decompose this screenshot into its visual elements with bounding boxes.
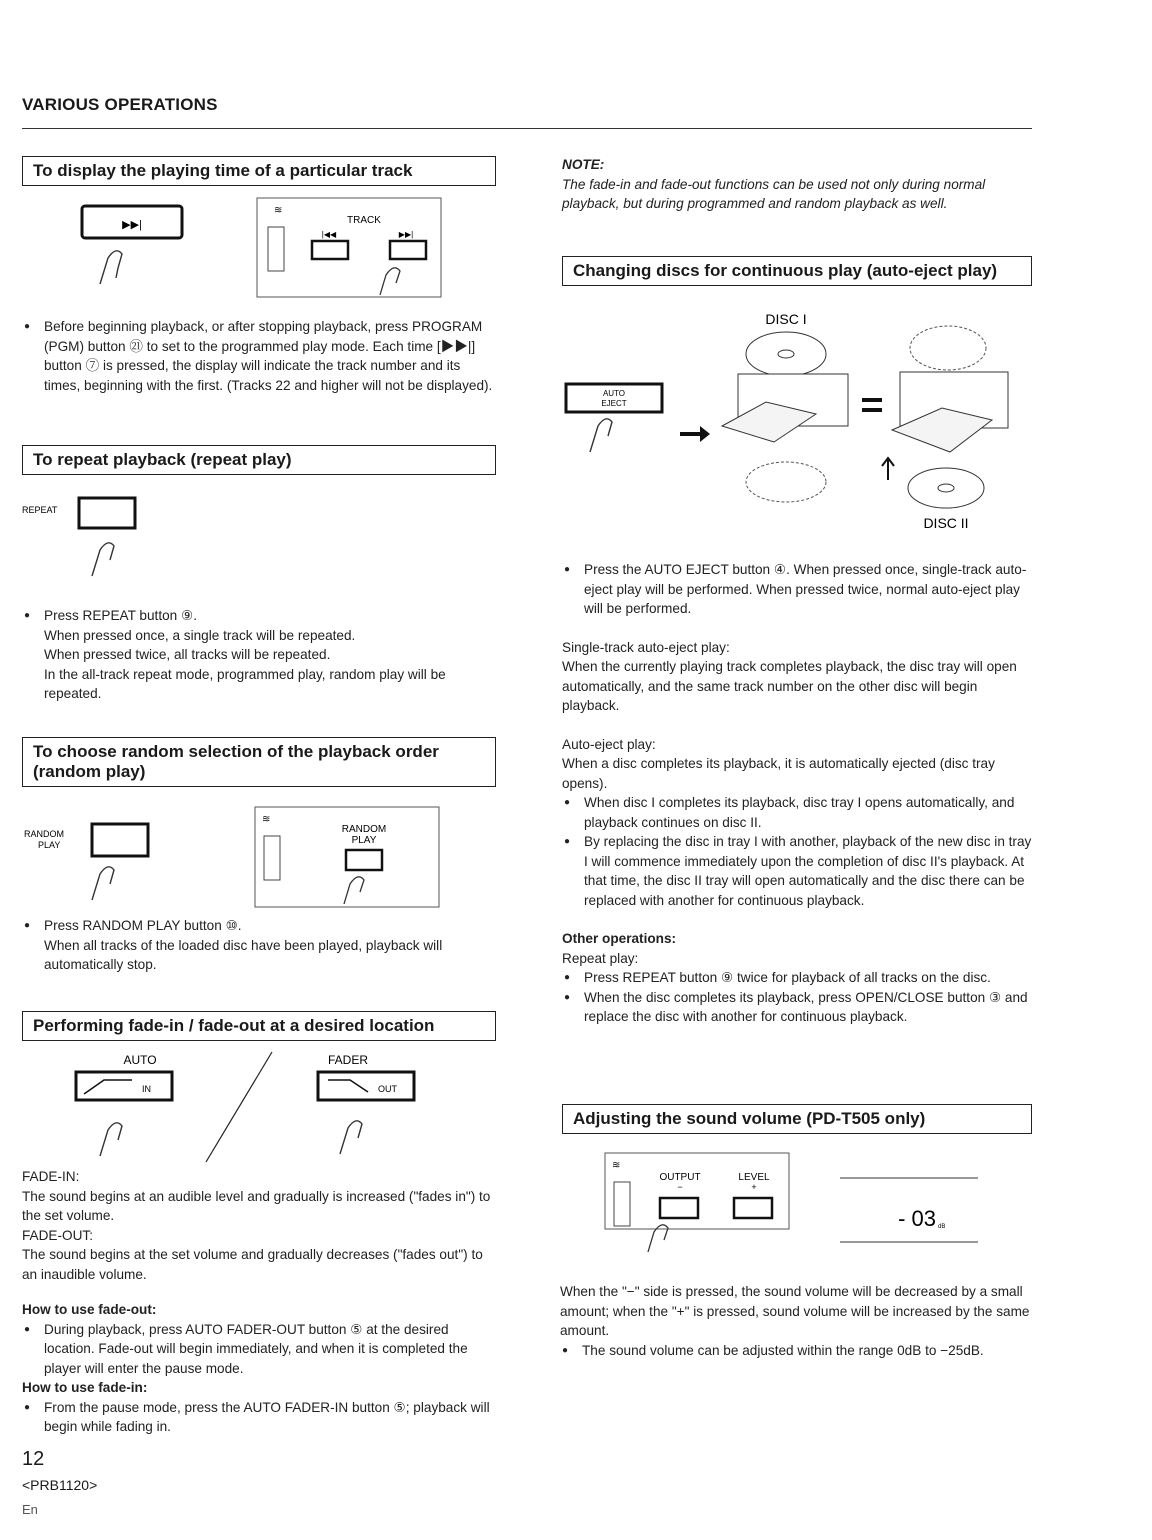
fade-buttons-illustration xyxy=(60,1046,440,1166)
swap-arrows-icon xyxy=(862,400,882,410)
track-forward-button-shape xyxy=(390,241,426,259)
fader-out-label: OUT xyxy=(378,1084,397,1094)
disc-icon xyxy=(908,468,984,508)
up-arrow-icon xyxy=(882,458,894,480)
note-text: The fade-in and fade-out functions can be used not only during normal playback, but during programmed and random playback as well. xyxy=(562,176,986,211)
repeat-line: When pressed twice, all tracks will be repeated. xyxy=(44,647,331,662)
repeat-text xyxy=(22,606,494,704)
remote-volume-illustration xyxy=(604,1152,790,1256)
volume-minus-button-shape xyxy=(660,1198,698,1218)
page-header-title: VARIOUS OPERATIONS xyxy=(22,95,218,114)
pressing-finger-icon xyxy=(92,867,114,900)
fader-in-button-shape xyxy=(76,1072,172,1100)
level-label: LEVEL xyxy=(738,1172,770,1183)
volume-display-unit: dB xyxy=(938,1224,946,1230)
remote-random-illustration xyxy=(254,806,440,908)
disc1-label: DISC I xyxy=(765,311,807,327)
auto-eject-desc: When a disc completes its playback, it is automatically ejected (disc tray opens). xyxy=(562,756,995,791)
auto-label: AUTO xyxy=(123,1053,157,1067)
document-code: <PRB1120> xyxy=(22,1477,98,1493)
track-label: TRACK xyxy=(347,215,381,226)
track-forward-icon: ▶▶| xyxy=(398,230,414,239)
other-operations-sub: Repeat play: xyxy=(562,950,639,966)
random-remote-button-shape xyxy=(346,850,382,870)
pressing-finger-icon xyxy=(92,543,114,576)
fade-out-heading: FADE-OUT: xyxy=(22,1227,93,1243)
fade-out-howto-bullet: ● During playback, press AUTO FADER-OUT button ⑤ at the desired location. Fade-out will begin immediately, and when it is completed the player will enter the pause mode. xyxy=(22,1320,494,1379)
fade-in-heading: FADE-IN: xyxy=(22,1169,80,1184)
auto-eject-label-1: AUTO xyxy=(602,389,626,398)
fade-out-text: The sound begins at the set volume and gradually decreases ("fades out") to an inaudible volume. xyxy=(22,1247,483,1282)
disc-icon xyxy=(746,462,826,502)
volume-display-value: - 03 xyxy=(898,1206,936,1231)
auto-eject-text xyxy=(562,560,1032,1027)
fade-text xyxy=(22,1167,494,1437)
single-eject-text: When the currently playing track completes playback, the disc tray will open automatically, and the same track number on the other disc will begin playback. xyxy=(562,659,1017,713)
volume-desc: When the "−" side is pressed, the sound volume will be decreased by a small amount; when the "+" is pressed, sound volume will be increased by the same amount. xyxy=(560,1284,1030,1338)
pressing-finger-icon xyxy=(100,1123,122,1156)
plus-label: + xyxy=(751,1182,757,1192)
repeat-button-label: REPEAT xyxy=(22,505,58,515)
section-title-display-time: To display the playing time of a particular track xyxy=(22,156,496,186)
remote-signal-icon: ≋ xyxy=(612,1160,621,1171)
display-time-text xyxy=(22,317,494,395)
page-number: 12 xyxy=(22,1448,45,1470)
random-button-label-1: RANDOM xyxy=(24,829,64,839)
fader-label: FADER xyxy=(327,1053,369,1067)
fade-in-howto-heading: How to use fade-in: xyxy=(22,1380,148,1395)
skip-forward-icon: ▶▶| xyxy=(122,219,142,231)
repeat-bullet: ● Press REPEAT button ⑨. xyxy=(22,606,494,626)
divider-slash xyxy=(206,1052,272,1162)
right-arrow-icon xyxy=(680,426,710,442)
random-remote-label-1: RANDOM xyxy=(341,824,387,835)
section-title-fade: Performing fade-in / fade-out at a desired location xyxy=(22,1011,496,1041)
remote-signal-icon: ≋ xyxy=(262,814,271,825)
auto-eject-sub-bullet: ● When disc I completes its playback, disc tray I opens automatically, and playback continues on disc II. xyxy=(562,793,1032,832)
pressing-finger-icon xyxy=(100,251,122,284)
disc2-label: DISC II xyxy=(923,515,969,531)
auto-eject-label-2: EJECT xyxy=(601,399,627,408)
single-eject-heading: Single-track auto-eject play: xyxy=(562,639,730,655)
section-title-repeat: To repeat playback (repeat play) xyxy=(22,445,496,475)
volume-display-illustration xyxy=(840,1170,980,1250)
random-remote-label-2: PLAY xyxy=(351,835,377,846)
output-label: OUTPUT xyxy=(659,1172,701,1183)
header-rule xyxy=(22,128,1032,129)
track-back-icon: |◀◀ xyxy=(321,230,337,239)
repeat-line: When pressed once, a single track will be repeated. xyxy=(44,627,356,643)
random-button-illustration xyxy=(22,818,162,904)
track-back-button-shape xyxy=(312,241,348,259)
disc-icon xyxy=(746,332,826,376)
auto-eject-heading: Auto-eject play: xyxy=(562,736,656,752)
other-operations-heading: Other operations: xyxy=(562,931,677,946)
random-button-shape xyxy=(92,824,148,856)
repeat-button-illustration xyxy=(22,492,152,582)
section-title-auto-eject: Changing discs for continuous play (auto-eject play) xyxy=(562,256,1032,286)
auto-eject-illustration xyxy=(562,302,1032,538)
section-title-random: To choose random selection of the playback order (random play) xyxy=(22,737,496,787)
minus-label: − xyxy=(677,1182,683,1192)
fade-in-text: The sound begins at an audible level and gradually is increased ("fades in") to the set volume. xyxy=(22,1188,491,1223)
skip-button-illustration xyxy=(60,198,200,290)
volume-text xyxy=(560,1282,1032,1360)
language-code: En xyxy=(22,1502,38,1517)
auto-eject-bullet: ● Press the AUTO EJECT button ④. When pressed once, single-track auto-eject play will be performed. When pressed twice, normal auto-eject play will be performed. xyxy=(562,560,1032,619)
volume-plus-button-shape xyxy=(734,1198,772,1218)
random-button-label-2: PLAY xyxy=(38,840,61,850)
repeat-line: In the all-track repeat mode, programmed play, random play will be repeated. xyxy=(44,666,446,701)
other-operations-bullet: ● When the disc completes its playback, press OPEN/CLOSE button ③ and replace the disc with another for continuous playback. xyxy=(562,988,1032,1027)
note-block xyxy=(562,155,1032,214)
fader-out-button-shape xyxy=(318,1072,414,1100)
auto-eject-sub-bullet: ● By replacing the disc in tray I with another, playback of the new disc in tray I will commence immediately upon the completion of disc II's playback. At that time, the disc II tray will open automatically and the disc there can be replaced with another for continuous playback. xyxy=(562,832,1032,910)
volume-bullet: ● The sound volume can be adjusted within the range 0dB to −25dB. xyxy=(560,1341,1032,1361)
remote-signal-icon: ≋ xyxy=(274,205,283,216)
pressing-finger-icon xyxy=(340,1121,362,1154)
fader-in-label: IN xyxy=(142,1084,151,1094)
random-line: When all tracks of the loaded disc have been played, playback will automatically stop. xyxy=(44,937,443,972)
pressing-finger-icon xyxy=(590,419,612,452)
random-bullet: ● Press RANDOM PLAY button ⑩. xyxy=(22,916,494,936)
repeat-button-shape xyxy=(79,498,135,528)
fade-out-howto-heading: How to use fade-out: xyxy=(22,1302,157,1317)
random-text xyxy=(22,916,494,975)
other-operations-bullet: ● Press REPEAT button ⑨ twice for playback of all tracks on the disc. xyxy=(562,968,1032,988)
note-heading: NOTE: xyxy=(562,157,605,172)
display-time-bullet: ● Before beginning playback, or after stopping playback, press PROGRAM (PGM) button ㉑ to set to the programmed play mode. Each time [▶▶|] button ⑦ is pressed, the display will indicate the track number and its times, beginning with the first. (Tracks 22 and higher will not be displayed). xyxy=(22,317,494,395)
fade-in-howto-bullet: ● From the pause mode, press the AUTO FADER-IN button ⑤; playback will begin while fading in. xyxy=(22,1398,494,1437)
disc-icon xyxy=(910,326,986,370)
remote-track-illustration xyxy=(256,197,442,299)
section-title-volume: Adjusting the sound volume (PD-T505 only) xyxy=(562,1104,1032,1134)
